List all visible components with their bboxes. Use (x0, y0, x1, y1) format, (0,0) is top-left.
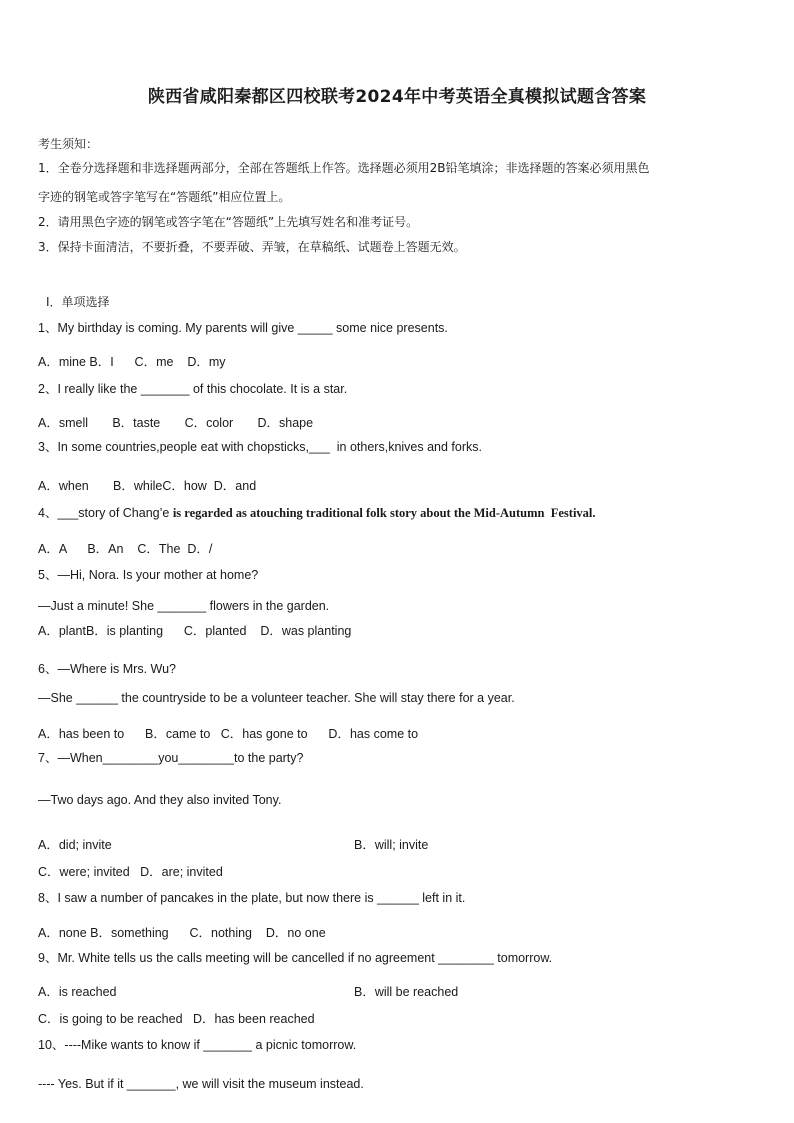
q7-option-a: A．did; invite (38, 838, 112, 852)
q2-stem: 2、I really like the _______ of this chocolate. It is a star. (38, 382, 348, 396)
q8-stem: 8、I saw a number of pancakes in the plate, but now there is ______ left in it. (38, 891, 466, 905)
q9-option-row-1 (38, 984, 459, 1000)
q7-option-b: B．will; invite (354, 838, 429, 852)
q6-stem: 6、—Where is Mrs. Wu? (38, 662, 176, 676)
page-title: 陕西省咸阳秦都区四校联考2024年中考英语全真模拟试题含答案 (147, 87, 647, 107)
q4-blank: ___story of Chang’e (57, 506, 173, 520)
q6-options: A．has been to B．came to C．has gone to D．has come to (38, 727, 419, 741)
q4-options: A．A B．An C．The D．/ (38, 542, 213, 556)
q4-stem (38, 505, 596, 521)
q5-options: A．plantB．is planting C．planted D．was planting (38, 624, 352, 638)
q3-stem: 3、In some countries,people eat with chopsticks,___ in others,knives and forks. (38, 440, 482, 454)
q7-dialog: —Two days ago. And they also invited Tony. (38, 793, 282, 807)
notice-line-4: 3．保持卡面清洁，不要折叠，不要弄破、弄皱，在草稿纸、试题卷上答题无效。 (38, 240, 466, 254)
notice-line-2: 字迹的钢笔或答字笔写在“答题纸”相应位置上。 (38, 190, 291, 204)
q5-dialog: —Just a minute! She _______ flowers in the garden. (38, 599, 330, 613)
q7-option-row-1 (38, 837, 429, 853)
q9-option-a: A．is reached (38, 985, 117, 999)
notice-line-1: 1．全卷分选择题和非选择题两部分，全部在答题纸上作答。选择题必须用2B铅笔填涂；非选择题的答案必须用黑色 (38, 161, 650, 175)
q8-options: A．none B．something C．nothing D．no one (38, 926, 326, 940)
q3-options: A．when B．whileC．how D．and (38, 479, 257, 493)
q4-rest: is regarded as atouching traditional folk story about the Mid-Autumn Festival. (172, 506, 596, 520)
q1-options: A．mine B．I C．me D．my (38, 355, 226, 369)
q6-dialog: —She ______ the countryside to be a volunteer teacher. She will stay there for a year. (38, 691, 515, 705)
q9-stem: 9、Mr. White tells us the calls meeting will be cancelled if no agreement ________ tomorrow. (38, 951, 553, 965)
q7-option-row-2: C．were; invited D．are; invited (38, 865, 223, 879)
q9-option-row-2: C．is going to be reached D．has been reached (38, 1012, 315, 1026)
q4-number: 4、 (38, 506, 58, 520)
q5-stem: 5、—Hi, Nora. Is your mother at home? (38, 568, 259, 582)
q2-options: A．smell B．taste C．color D．shape (38, 416, 314, 430)
q10-dialog: ---- Yes. But if it _______, we will visit the museum instead. (38, 1077, 364, 1091)
section-heading: Ⅰ．单项选择 (46, 295, 110, 309)
q1-stem: 1、My birthday is coming. My parents will give _____ some nice presents. (38, 321, 448, 335)
q9-option-b: B．will be reached (354, 985, 459, 999)
notice-heading: 考生须知： (38, 137, 99, 151)
notice-line-3: 2．请用黑色字迹的钢笔或答字笔在“答题纸”上先填写姓名和准考证号。 (38, 215, 419, 229)
q10-stem: 10、----Mike wants to know if _______ a picnic tomorrow. (38, 1038, 357, 1052)
q7-stem: 7、—When________you________to the party? (38, 751, 304, 765)
